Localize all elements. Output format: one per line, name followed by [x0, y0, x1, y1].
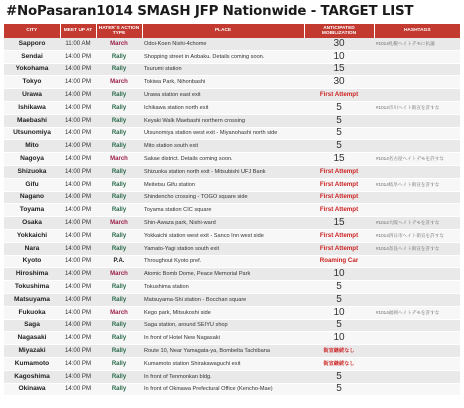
- table-row: [4, 306, 460, 319]
- place-cell: Saga station, around SEIYU shop: [142, 319, 304, 332]
- action-type-cell: March: [96, 268, 142, 281]
- mobilization-cell: 15: [304, 63, 374, 76]
- action-type-cell: Rally: [96, 242, 142, 255]
- meet-up-time-cell: 14:00 PM: [60, 306, 96, 319]
- hashtag-cell: [374, 293, 460, 306]
- place-cell: Ichikawa station north exit: [142, 101, 304, 114]
- place-cell: Atomic Bomb Dome, Peace Memorial Park: [142, 268, 304, 281]
- action-type-cell: Rally: [96, 293, 142, 306]
- action-type-cell: March: [96, 153, 142, 166]
- action-type-cell: Rally: [96, 383, 142, 396]
- action-type-cell: Rally: [96, 50, 142, 63]
- meet-up-time-cell: 14:00 PM: [60, 89, 96, 102]
- action-type-cell: Rally: [96, 140, 142, 153]
- meet-up-time-cell: 14:00 PM: [60, 319, 96, 332]
- hashtag-cell: #1014札幌ヘイトデモに抗議: [374, 38, 460, 50]
- meet-up-time-cell: 14:00 PM: [60, 63, 96, 76]
- meet-up-time-cell: 14:00 PM: [60, 293, 96, 306]
- hashtag-cell: [374, 165, 460, 178]
- column-header-hashtags: HASHTAGS: [374, 24, 460, 38]
- table-row: [4, 178, 460, 191]
- place-cell: Shopping street in Aobaku. Details coming soon.: [142, 50, 304, 63]
- page-title: #NoPasaran1014 SMASH JFP Nationwide - TARGET LIST: [6, 4, 414, 19]
- city-cell: Nagasaki: [4, 332, 60, 345]
- action-type-cell: Rally: [96, 101, 142, 114]
- city-cell: Toyama: [4, 204, 60, 217]
- place-cell: Meitetsu Gifu station: [142, 178, 304, 191]
- table-row: [4, 127, 460, 140]
- action-type-cell: Rally: [96, 204, 142, 217]
- city-cell: Osaka: [4, 217, 60, 230]
- action-type-cell: Rally: [96, 165, 142, 178]
- column-header-meet-up: MEET UP AT: [60, 24, 96, 38]
- table-row: [4, 89, 460, 102]
- hashtag-cell: [374, 332, 460, 345]
- hashtag-cell: [374, 140, 460, 153]
- city-cell: Yokohama: [4, 63, 60, 76]
- table-row: [4, 332, 460, 345]
- place-cell: Shizuoka station north exit - Mitsubishi UFJ Bank: [142, 165, 304, 178]
- city-cell: Kagoshima: [4, 370, 60, 383]
- action-type-cell: P.A.: [96, 255, 142, 268]
- column-header-mobilization: ANTICIPATED MOBILIZATION: [304, 24, 374, 38]
- action-type-cell: Rally: [96, 281, 142, 294]
- table-row: [4, 345, 460, 358]
- action-type-cell: Rally: [96, 114, 142, 127]
- hashtag-cell: #1014名古屋ヘイトデモを許すな: [374, 153, 460, 166]
- place-cell: Sakae district. Details coming soon.: [142, 153, 304, 166]
- hashtag-cell: [374, 63, 460, 76]
- place-cell: Tsurumi station: [142, 63, 304, 76]
- action-type-cell: Rally: [96, 345, 142, 358]
- column-header-place: PLACE: [142, 24, 304, 38]
- action-type-cell: Rally: [96, 127, 142, 140]
- mobilization-cell: First Attempt: [304, 204, 374, 217]
- action-type-cell: Rally: [96, 178, 142, 191]
- place-cell: Matsuyama-Shi station - Bocchan square: [142, 293, 304, 306]
- column-header-action-type: HATER`S ACTION TYPE: [96, 24, 142, 38]
- city-cell: Sapporo: [4, 38, 60, 50]
- meet-up-time-cell: 14:00 PM: [60, 76, 96, 89]
- mobilization-cell: 5: [304, 319, 374, 332]
- table-header-row: [4, 24, 460, 38]
- action-type-cell: Rally: [96, 319, 142, 332]
- hashtag-cell: [374, 114, 460, 127]
- hashtag-cell: [374, 281, 460, 294]
- hashtag-cell: [374, 204, 460, 217]
- hashtag-cell: [374, 357, 460, 370]
- action-type-cell: March: [96, 217, 142, 230]
- table-row: [4, 153, 460, 166]
- city-cell: Shizuoka: [4, 165, 60, 178]
- place-cell: Urawa station east exit: [142, 89, 304, 102]
- hashtag-cell: [374, 370, 460, 383]
- city-cell: Nagano: [4, 191, 60, 204]
- city-cell: Hiroshima: [4, 268, 60, 281]
- meet-up-time-cell: 14:00 PM: [60, 345, 96, 358]
- place-cell: In front of Okinawa Prefectural Office (Kencho-Mae): [142, 383, 304, 396]
- meet-up-time-cell: 14:00 PM: [60, 217, 96, 230]
- place-cell: Shin-Awaza park, Nishi-ward: [142, 217, 304, 230]
- table-row: [4, 255, 460, 268]
- city-cell: Sendai: [4, 50, 60, 63]
- city-cell: Ishikawa: [4, 101, 60, 114]
- place-cell: Tokushima station: [142, 281, 304, 294]
- mobilization-cell: 15: [304, 217, 374, 230]
- meet-up-time-cell: 11:00 AM: [60, 38, 96, 50]
- hashtag-cell: [374, 383, 460, 396]
- table-row: [4, 268, 460, 281]
- meet-up-time-cell: 14:00 PM: [60, 140, 96, 153]
- mobilization-cell: 5: [304, 114, 374, 127]
- table-row: [4, 293, 460, 306]
- hashtag-cell: #1014大阪ヘイトデモを許すな: [374, 217, 460, 230]
- meet-up-time-cell: 14:00 PM: [60, 268, 96, 281]
- hashtag-cell: [374, 191, 460, 204]
- action-type-cell: March: [96, 38, 142, 50]
- city-cell: Tokyo: [4, 76, 60, 89]
- table-row: [4, 229, 460, 242]
- place-cell: In front of Tenmonkan bldg.: [142, 370, 304, 383]
- place-cell: Keyaki Walk Maebashi northern crossing: [142, 114, 304, 127]
- meet-up-time-cell: 14:00 PM: [60, 165, 96, 178]
- city-cell: Tokushima: [4, 281, 60, 294]
- action-type-cell: Rally: [96, 357, 142, 370]
- place-cell: Kego park, Mitsukoshi side: [142, 306, 304, 319]
- table-row: [4, 191, 460, 204]
- place-cell: Tokiwa Park, Nihonbashi: [142, 76, 304, 89]
- city-cell: Nara: [4, 242, 60, 255]
- place-cell: Yokkaichi station west exit - Sanco Inn west side: [142, 229, 304, 242]
- place-cell: Mito station south exit: [142, 140, 304, 153]
- mobilization-cell: 30: [304, 38, 374, 50]
- meet-up-time-cell: 14:00 PM: [60, 101, 96, 114]
- meet-up-time-cell: 14:00 PM: [60, 178, 96, 191]
- mobilization-cell: Roaming Car: [304, 255, 374, 268]
- meet-up-time-cell: 14:00 PM: [60, 127, 96, 140]
- action-type-cell: March: [96, 76, 142, 89]
- mobilization-cell: 10: [304, 332, 374, 345]
- mobilization-cell: 街宣継続なし: [304, 357, 374, 370]
- action-type-cell: Rally: [96, 332, 142, 345]
- hashtag-cell: #1014奈良ヘイト街宣を許すな: [374, 242, 460, 255]
- table-row: [4, 319, 460, 332]
- meet-up-time-cell: 14:00 PM: [60, 204, 96, 217]
- place-cell: Yamato-Yagi station south exit: [142, 242, 304, 255]
- mobilization-cell: First Attempt: [304, 178, 374, 191]
- table-row: [4, 63, 460, 76]
- table-row: [4, 217, 460, 230]
- city-cell: Okinawa: [4, 383, 60, 396]
- table-row: [4, 370, 460, 383]
- meet-up-time-cell: 14:00 PM: [60, 255, 96, 268]
- table-row: [4, 165, 460, 178]
- mobilization-cell: 5: [304, 293, 374, 306]
- target-list-table: [4, 24, 460, 396]
- mobilization-cell: 15: [304, 153, 374, 166]
- table-row: [4, 383, 460, 396]
- hashtag-cell: [374, 76, 460, 89]
- table-row: [4, 204, 460, 217]
- mobilization-cell: 5: [304, 127, 374, 140]
- meet-up-time-cell: 14:00 PM: [60, 332, 96, 345]
- mobilization-cell: 街宣継続なし: [304, 345, 374, 358]
- mobilization-cell: 5: [304, 140, 374, 153]
- mobilization-cell: First Attempt: [304, 165, 374, 178]
- place-cell: Utsunomiya station west exit - Miyanohashi north side: [142, 127, 304, 140]
- action-type-cell: March: [96, 306, 142, 319]
- hashtag-cell: #1014市川ヘイト街宣を許すな: [374, 101, 460, 114]
- mobilization-cell: First Attempt: [304, 242, 374, 255]
- city-cell: Miyazaki: [4, 345, 60, 358]
- meet-up-time-cell: 14:00 PM: [60, 383, 96, 396]
- place-cell: Toyama station CIC square: [142, 204, 304, 217]
- hashtag-cell: [374, 89, 460, 102]
- table-body: [4, 38, 460, 396]
- city-cell: Mito: [4, 140, 60, 153]
- table-row: [4, 76, 460, 89]
- meet-up-time-cell: 14:00 PM: [60, 229, 96, 242]
- table-row: [4, 357, 460, 370]
- mobilization-cell: 10: [304, 306, 374, 319]
- meet-up-time-cell: 14:00 PM: [60, 191, 96, 204]
- city-cell: Gifu: [4, 178, 60, 191]
- mobilization-cell: 5: [304, 370, 374, 383]
- place-cell: Shindencho crossing - TOGO square side: [142, 191, 304, 204]
- action-type-cell: Rally: [96, 191, 142, 204]
- city-cell: Kyoto: [4, 255, 60, 268]
- place-cell: Kumamoto station Shirakawaguchi exit: [142, 357, 304, 370]
- mobilization-cell: 5: [304, 281, 374, 294]
- city-cell: Nagoya: [4, 153, 60, 166]
- hashtag-cell: [374, 268, 460, 281]
- hashtag-cell: #1014四日市ヘイト街宣を許すな: [374, 229, 460, 242]
- mobilization-cell: 10: [304, 268, 374, 281]
- place-cell: In front of Hotel New Nagasaki: [142, 332, 304, 345]
- city-cell: Yokkaichi: [4, 229, 60, 242]
- meet-up-time-cell: 14:00 PM: [60, 357, 96, 370]
- mobilization-cell: First Attempt: [304, 89, 374, 102]
- meet-up-time-cell: 14:00 PM: [60, 50, 96, 63]
- mobilization-cell: 5: [304, 101, 374, 114]
- mobilization-cell: First Attempt: [304, 229, 374, 242]
- mobilization-cell: 10: [304, 50, 374, 63]
- action-type-cell: Rally: [96, 89, 142, 102]
- place-cell: Throughout Kyoto pref.: [142, 255, 304, 268]
- mobilization-cell: First Attempt: [304, 191, 374, 204]
- hashtag-cell: #1014岐阜ヘイト街宣を許すな: [374, 178, 460, 191]
- mobilization-cell: 30: [304, 76, 374, 89]
- place-cell: Odoi-Koen Nishi-4chome: [142, 38, 304, 50]
- mobilization-cell: 5: [304, 383, 374, 396]
- table-row: [4, 101, 460, 114]
- table-row: [4, 242, 460, 255]
- action-type-cell: Rally: [96, 63, 142, 76]
- city-cell: Maebashi: [4, 114, 60, 127]
- hashtag-cell: [374, 255, 460, 268]
- city-cell: Saga: [4, 319, 60, 332]
- hashtag-cell: [374, 127, 460, 140]
- hashtag-cell: [374, 345, 460, 358]
- meet-up-time-cell: 14:00 PM: [60, 114, 96, 127]
- meet-up-time-cell: 14:00 PM: [60, 153, 96, 166]
- hashtag-cell: [374, 50, 460, 63]
- city-cell: Fukuoka: [4, 306, 60, 319]
- table-row: [4, 114, 460, 127]
- table-row: [4, 281, 460, 294]
- column-header-city: CITY: [4, 24, 60, 38]
- action-type-cell: Rally: [96, 229, 142, 242]
- action-type-cell: Rally: [96, 370, 142, 383]
- place-cell: Route 10, Near Yamagata-ya, Bombelta Tachibana: [142, 345, 304, 358]
- city-cell: Urawa: [4, 89, 60, 102]
- table-row: [4, 50, 460, 63]
- hashtag-cell: [374, 319, 460, 332]
- meet-up-time-cell: 14:00 PM: [60, 370, 96, 383]
- meet-up-time-cell: 14:00 PM: [60, 281, 96, 294]
- meet-up-time-cell: 14:00 PM: [60, 242, 96, 255]
- hashtag-cell: #1014福岡ヘイトデモを許すな: [374, 306, 460, 319]
- city-cell: Matsuyama: [4, 293, 60, 306]
- table-row: [4, 140, 460, 153]
- city-cell: Kumamoto: [4, 357, 60, 370]
- city-cell: Utsunomiya: [4, 127, 60, 140]
- table-row: [4, 38, 460, 50]
